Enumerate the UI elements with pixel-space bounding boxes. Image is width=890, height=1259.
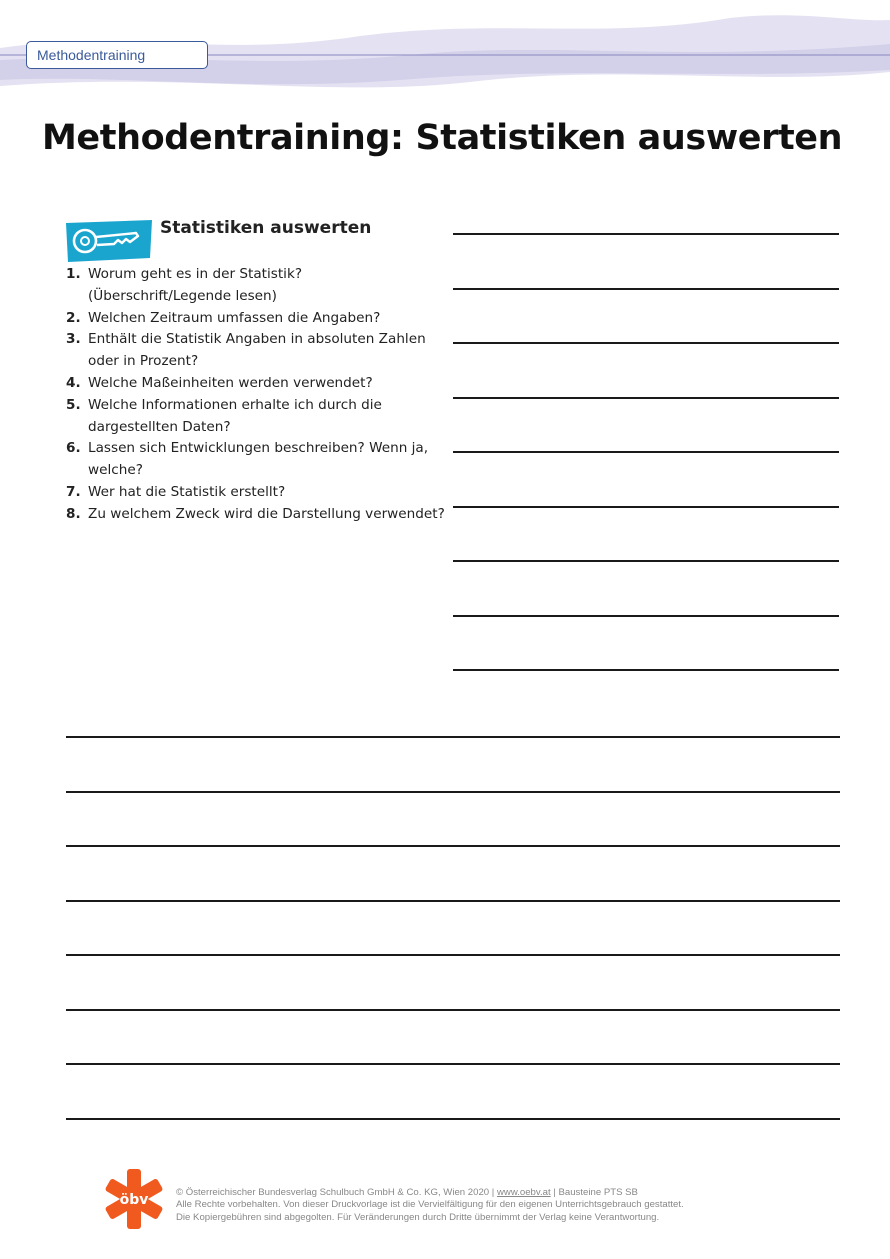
- list-item: 4. Welche Maßeinheiten werden verwendet?: [66, 374, 373, 391]
- answer-line[interactable]: [66, 845, 840, 847]
- list-item: 3. Enthält die Statistik Angaben in absoluten Zahlen oder in Prozent?: [66, 331, 426, 370]
- answer-line[interactable]: [453, 669, 839, 671]
- answer-line[interactable]: [66, 1063, 840, 1065]
- list-item: 7. Wer hat die Statistik erstellt?: [66, 483, 286, 500]
- answer-line[interactable]: [453, 233, 839, 235]
- answer-line[interactable]: [453, 560, 839, 562]
- answer-line[interactable]: [66, 791, 840, 793]
- section-tag: Methodentraining: [26, 41, 208, 69]
- question-list: [66, 264, 446, 526]
- answer-line[interactable]: [66, 1009, 840, 1011]
- answer-line[interactable]: [66, 1118, 840, 1120]
- publisher-link[interactable]: www.oebv.at: [496, 1187, 551, 1198]
- list-item: 5. Welche Informationen erhalte ich durch die dargestellten Daten?: [66, 396, 382, 435]
- footer-copyright: © Österreichischer Bundesverlag Schulbuch GmbH & Co. KG, Wien 2020 | www.oebv.at | Bausteine PTS SB Alle Rechte vorbehalten. Von dieser Druckvorlage ist die Vervielfältigung für den eigenen Unterrichtsgebrauch gestattet. Die Kopiergebühren sind abgegolten. Für Veränderungen durch Dritte übernimmt der Verlag keine Verantwortung.: [176, 1187, 684, 1223]
- list-item: 2. Welchen Zeitraum umfassen die Angaben?: [66, 309, 381, 326]
- answer-line[interactable]: [453, 342, 839, 344]
- method-box-heading: Statistiken auswerten: [160, 218, 372, 238]
- answer-line[interactable]: [453, 288, 839, 290]
- answer-line[interactable]: [66, 900, 840, 902]
- answer-line[interactable]: [453, 397, 839, 399]
- answer-line[interactable]: [66, 736, 840, 738]
- answer-line[interactable]: [66, 954, 840, 956]
- oebv-logo: [104, 1169, 164, 1229]
- logo-text: öbv: [119, 1192, 149, 1208]
- answer-line[interactable]: [453, 451, 839, 453]
- list-item: 1. Worum geht es in der Statistik? (Überschrift/Legende lesen): [66, 266, 303, 304]
- list-item: 8. Zu welchem Zweck wird die Darstellung verwendet?: [66, 505, 445, 522]
- page-title: Methodentraining: Statistiken auswerten: [42, 118, 843, 158]
- key-icon: [66, 220, 152, 262]
- answer-line[interactable]: [453, 506, 839, 508]
- answer-line[interactable]: [453, 615, 839, 617]
- list-item: 6. Lassen sich Entwicklungen beschreiben? Wenn ja, welche?: [66, 440, 429, 479]
